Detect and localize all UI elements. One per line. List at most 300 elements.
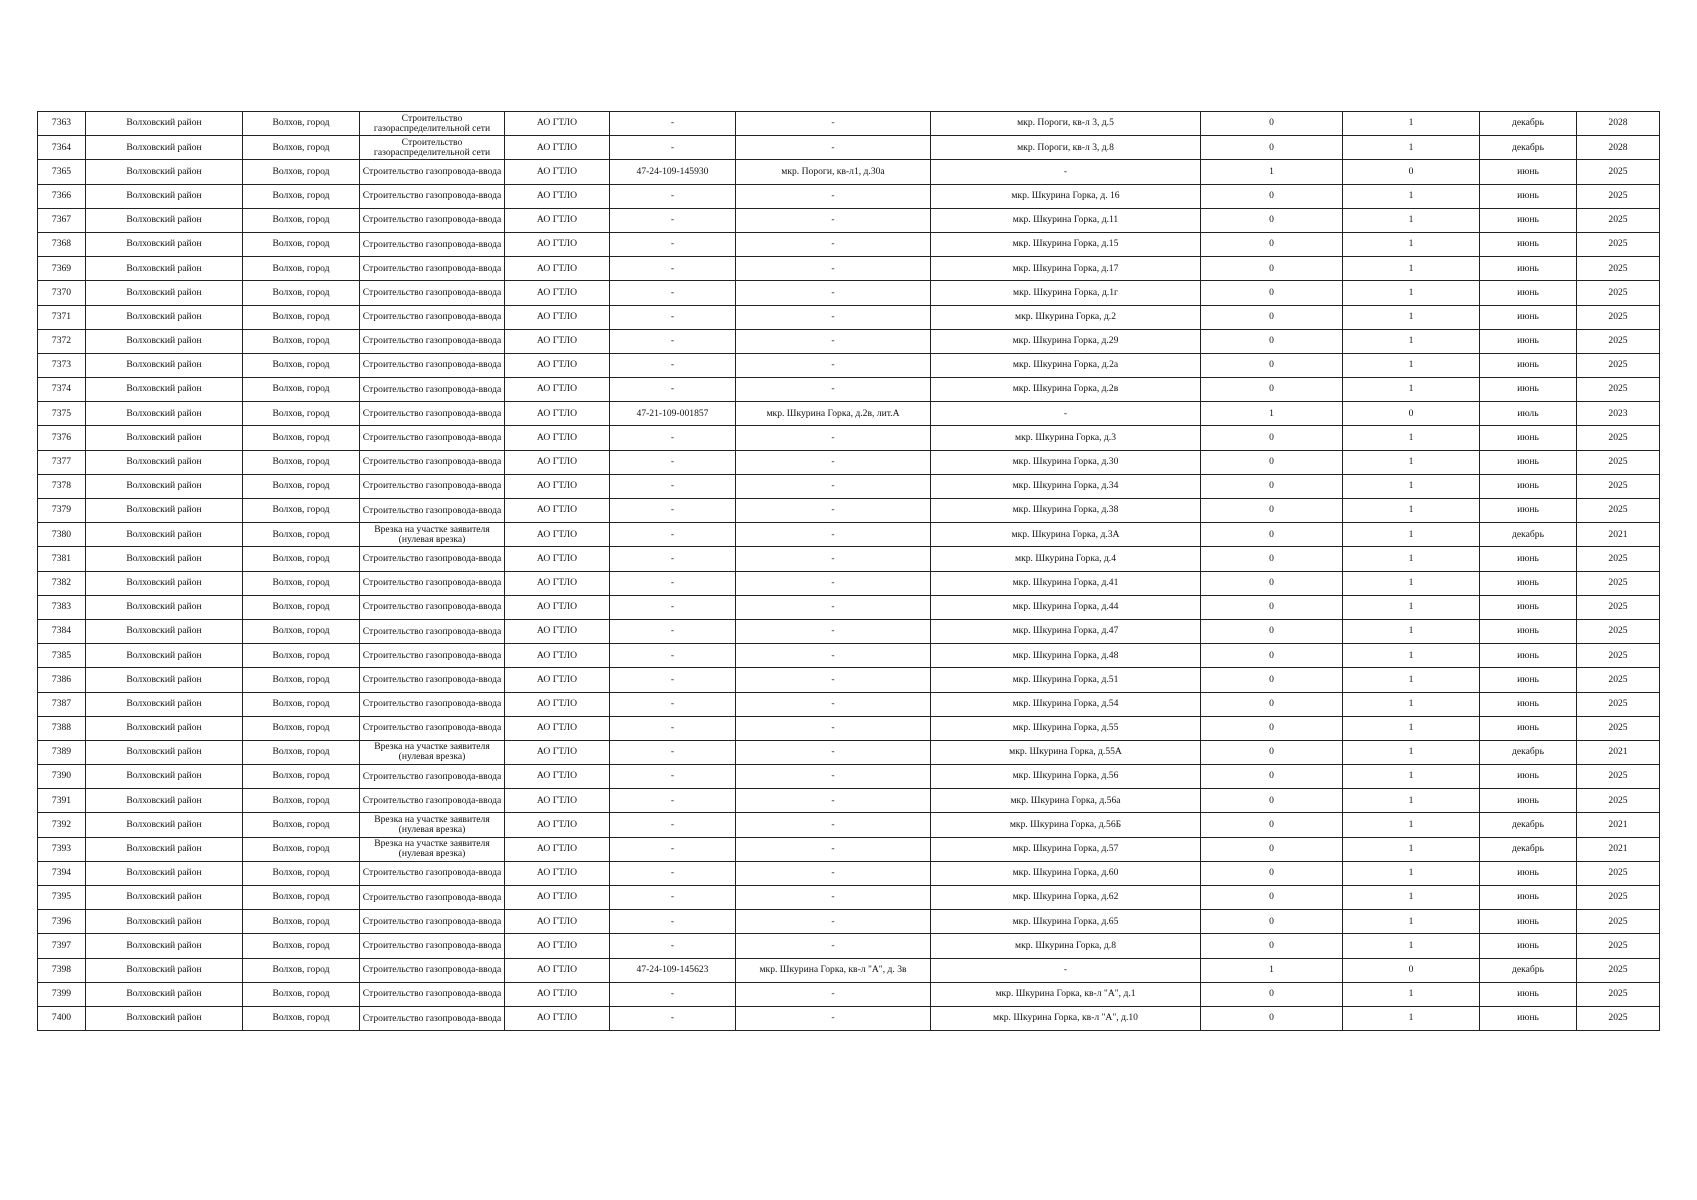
- year-cell: 2021: [1577, 523, 1660, 547]
- organization-cell: АО ГТЛО: [505, 934, 610, 958]
- organization-cell: АО ГТЛО: [505, 716, 610, 740]
- settlement-cell: Волхов, город: [243, 910, 360, 934]
- row-number-cell: 7374: [38, 378, 86, 402]
- address-cell: мкр. Шкурина Горка, д.48: [931, 644, 1201, 668]
- count-b-cell: 1: [1343, 112, 1480, 136]
- work-type-cell: Строительство газопровода-ввода: [360, 257, 505, 281]
- organization-cell: АО ГТЛО: [505, 160, 610, 184]
- count-b-cell: 1: [1343, 547, 1480, 571]
- month-cell: июнь: [1480, 232, 1577, 256]
- cadastral-number-cell: 47-24-109-145930: [610, 160, 736, 184]
- year-cell: 2025: [1577, 184, 1660, 208]
- address-cell: мкр. Шкурина Горка, д.55: [931, 716, 1201, 740]
- work-type-cell: Строительство газопровода-ввода: [360, 450, 505, 474]
- organization-cell: АО ГТЛО: [505, 136, 610, 160]
- organization-cell: АО ГТЛО: [505, 837, 610, 861]
- table-row: [38, 668, 1660, 692]
- count-a-cell: 0: [1201, 208, 1343, 232]
- count-b-cell: 1: [1343, 232, 1480, 256]
- district-cell: Волховский район: [86, 257, 243, 281]
- table-row: [38, 910, 1660, 934]
- row-number-cell: 7384: [38, 619, 86, 643]
- settlement-cell: Волхов, город: [243, 499, 360, 523]
- district-cell: Волховский район: [86, 668, 243, 692]
- settlement-cell: Волхов, город: [243, 595, 360, 619]
- work-type-cell: Строительство газопровода-ввода: [360, 160, 505, 184]
- month-cell: июнь: [1480, 1006, 1577, 1030]
- work-type-cell: Строительство газопровода-ввода: [360, 353, 505, 377]
- count-b-cell: 1: [1343, 595, 1480, 619]
- count-a-cell: 0: [1201, 378, 1343, 402]
- address-cell: мкр. Шкурина Горка, д.41: [931, 571, 1201, 595]
- address-cell: -: [931, 402, 1201, 426]
- count-b-cell: 1: [1343, 499, 1480, 523]
- table-row: [38, 402, 1660, 426]
- organization-cell: АО ГТЛО: [505, 208, 610, 232]
- table-row: [38, 740, 1660, 764]
- settlement-cell: Волхов, город: [243, 523, 360, 547]
- year-cell: 2021: [1577, 837, 1660, 861]
- table-row: [38, 184, 1660, 208]
- object-address-cell: -: [736, 910, 931, 934]
- work-type-cell: Врезка на участке заявителя (нулевая врезка): [360, 837, 505, 861]
- object-address-cell: -: [736, 571, 931, 595]
- settlement-cell: Волхов, город: [243, 765, 360, 789]
- count-b-cell: 1: [1343, 668, 1480, 692]
- table-row: [38, 571, 1660, 595]
- count-a-cell: 0: [1201, 112, 1343, 136]
- count-a-cell: 0: [1201, 353, 1343, 377]
- month-cell: июнь: [1480, 934, 1577, 958]
- district-cell: Волховский район: [86, 281, 243, 305]
- work-type-cell: Строительство газопровода-ввода: [360, 668, 505, 692]
- row-number-cell: 7386: [38, 668, 86, 692]
- cadastral-number-cell: -: [610, 474, 736, 498]
- month-cell: июнь: [1480, 910, 1577, 934]
- district-cell: Волховский район: [86, 958, 243, 982]
- settlement-cell: Волхов, город: [243, 692, 360, 716]
- settlement-cell: Волхов, город: [243, 426, 360, 450]
- organization-cell: АО ГТЛО: [505, 426, 610, 450]
- work-type-cell: Строительство газопровода-ввода: [360, 716, 505, 740]
- district-cell: Волховский район: [86, 184, 243, 208]
- cadastral-number-cell: -: [610, 281, 736, 305]
- settlement-cell: Волхов, город: [243, 208, 360, 232]
- object-address-cell: -: [736, 474, 931, 498]
- address-cell: мкр. Шкурина Горка, д.51: [931, 668, 1201, 692]
- district-cell: Волховский район: [86, 547, 243, 571]
- table-row: [38, 934, 1660, 958]
- count-a-cell: 0: [1201, 474, 1343, 498]
- table-row: [38, 644, 1660, 668]
- count-a-cell: 0: [1201, 281, 1343, 305]
- row-number-cell: 7371: [38, 305, 86, 329]
- month-cell: июль: [1480, 402, 1577, 426]
- object-address-cell: -: [736, 886, 931, 910]
- object-address-cell: -: [736, 208, 931, 232]
- organization-cell: АО ГТЛО: [505, 619, 610, 643]
- address-cell: мкр. Шкурина Горка, кв-л "А", д.1: [931, 982, 1201, 1006]
- organization-cell: АО ГТЛО: [505, 353, 610, 377]
- row-number-cell: 7378: [38, 474, 86, 498]
- row-number-cell: 7363: [38, 112, 86, 136]
- cadastral-number-cell: -: [610, 934, 736, 958]
- count-a-cell: 0: [1201, 716, 1343, 740]
- address-cell: мкр. Шкурина Горка, д.15: [931, 232, 1201, 256]
- year-cell: 2025: [1577, 692, 1660, 716]
- address-cell: мкр. Шкурина Горка, д.3А: [931, 523, 1201, 547]
- cadastral-number-cell: -: [610, 353, 736, 377]
- count-a-cell: 1: [1201, 958, 1343, 982]
- object-address-cell: -: [736, 426, 931, 450]
- organization-cell: АО ГТЛО: [505, 813, 610, 837]
- count-a-cell: 1: [1201, 402, 1343, 426]
- row-number-cell: 7376: [38, 426, 86, 450]
- row-number-cell: 7377: [38, 450, 86, 474]
- month-cell: июнь: [1480, 426, 1577, 450]
- year-cell: 2025: [1577, 499, 1660, 523]
- settlement-cell: Волхов, город: [243, 232, 360, 256]
- work-type-cell: Строительство газопровода-ввода: [360, 982, 505, 1006]
- district-cell: Волховский район: [86, 837, 243, 861]
- address-cell: мкр. Шкурина Горка, д.38: [931, 499, 1201, 523]
- address-cell: мкр. Шкурина Горка, д.60: [931, 861, 1201, 885]
- cadastral-number-cell: -: [610, 112, 736, 136]
- count-b-cell: 1: [1343, 257, 1480, 281]
- settlement-cell: Волхов, город: [243, 547, 360, 571]
- district-cell: Волховский район: [86, 813, 243, 837]
- organization-cell: АО ГТЛО: [505, 595, 610, 619]
- organization-cell: АО ГТЛО: [505, 789, 610, 813]
- row-number-cell: 7381: [38, 547, 86, 571]
- year-cell: 2025: [1577, 765, 1660, 789]
- year-cell: 2025: [1577, 281, 1660, 305]
- address-cell: мкр. Шкурина Горка, д.29: [931, 329, 1201, 353]
- cadastral-number-cell: -: [610, 861, 736, 885]
- count-a-cell: 0: [1201, 499, 1343, 523]
- month-cell: декабрь: [1480, 112, 1577, 136]
- settlement-cell: Волхов, город: [243, 160, 360, 184]
- work-type-cell: Строительство газопровода-ввода: [360, 184, 505, 208]
- count-b-cell: 1: [1343, 281, 1480, 305]
- year-cell: 2025: [1577, 861, 1660, 885]
- year-cell: 2025: [1577, 305, 1660, 329]
- month-cell: июнь: [1480, 571, 1577, 595]
- table-row: [38, 305, 1660, 329]
- object-address-cell: -: [736, 378, 931, 402]
- count-b-cell: 1: [1343, 789, 1480, 813]
- year-cell: 2025: [1577, 886, 1660, 910]
- cadastral-number-cell: -: [610, 232, 736, 256]
- count-a-cell: 0: [1201, 450, 1343, 474]
- address-cell: мкр. Шкурина Горка, д.2а: [931, 353, 1201, 377]
- table-row: [38, 523, 1660, 547]
- row-number-cell: 7397: [38, 934, 86, 958]
- month-cell: июнь: [1480, 329, 1577, 353]
- object-address-cell: -: [736, 716, 931, 740]
- organization-cell: АО ГТЛО: [505, 1006, 610, 1030]
- address-cell: мкр. Шкурина Горка, д.56а: [931, 789, 1201, 813]
- organization-cell: АО ГТЛО: [505, 861, 610, 885]
- count-b-cell: 1: [1343, 426, 1480, 450]
- count-b-cell: 1: [1343, 910, 1480, 934]
- district-cell: Волховский район: [86, 571, 243, 595]
- cadastral-number-cell: -: [610, 305, 736, 329]
- cadastral-number-cell: -: [610, 595, 736, 619]
- organization-cell: АО ГТЛО: [505, 644, 610, 668]
- year-cell: 2025: [1577, 232, 1660, 256]
- year-cell: 2025: [1577, 910, 1660, 934]
- count-a-cell: 0: [1201, 595, 1343, 619]
- cadastral-number-cell: -: [610, 886, 736, 910]
- work-type-cell: Строительство газопровода-ввода: [360, 886, 505, 910]
- cadastral-number-cell: -: [610, 450, 736, 474]
- cadastral-number-cell: -: [610, 716, 736, 740]
- count-a-cell: 0: [1201, 886, 1343, 910]
- object-address-cell: -: [736, 595, 931, 619]
- object-address-cell: мкр. Шкурина Горка, д.2в, лит.А: [736, 402, 931, 426]
- row-number-cell: 7388: [38, 716, 86, 740]
- object-address-cell: -: [736, 668, 931, 692]
- organization-cell: АО ГТЛО: [505, 886, 610, 910]
- month-cell: июнь: [1480, 281, 1577, 305]
- row-number-cell: 7396: [38, 910, 86, 934]
- row-number-cell: 7379: [38, 499, 86, 523]
- count-a-cell: 0: [1201, 644, 1343, 668]
- month-cell: июнь: [1480, 595, 1577, 619]
- cadastral-number-cell: -: [610, 329, 736, 353]
- cadastral-number-cell: 47-21-109-001857: [610, 402, 736, 426]
- count-b-cell: 0: [1343, 958, 1480, 982]
- month-cell: декабрь: [1480, 740, 1577, 764]
- table-row: [38, 861, 1660, 885]
- year-cell: 2025: [1577, 474, 1660, 498]
- count-b-cell: 1: [1343, 813, 1480, 837]
- organization-cell: АО ГТЛО: [505, 112, 610, 136]
- object-address-cell: -: [736, 934, 931, 958]
- table-row: [38, 281, 1660, 305]
- month-cell: декабрь: [1480, 523, 1577, 547]
- row-number-cell: 7392: [38, 813, 86, 837]
- year-cell: 2025: [1577, 982, 1660, 1006]
- address-cell: -: [931, 160, 1201, 184]
- work-type-cell: Строительство газопровода-ввода: [360, 329, 505, 353]
- month-cell: июнь: [1480, 716, 1577, 740]
- work-type-cell: Строительство газопровода-ввода: [360, 789, 505, 813]
- work-type-cell: Строительство газопровода-ввода: [360, 426, 505, 450]
- year-cell: 2025: [1577, 378, 1660, 402]
- work-type-cell: Строительство газопровода-ввода: [360, 1006, 505, 1030]
- month-cell: июнь: [1480, 378, 1577, 402]
- cadastral-number-cell: -: [610, 378, 736, 402]
- table-row: [38, 692, 1660, 716]
- district-cell: Волховский район: [86, 619, 243, 643]
- district-cell: Волховский район: [86, 595, 243, 619]
- table-row: [38, 499, 1660, 523]
- year-cell: 2025: [1577, 426, 1660, 450]
- count-b-cell: 1: [1343, 644, 1480, 668]
- count-b-cell: 1: [1343, 474, 1480, 498]
- district-cell: Волховский район: [86, 378, 243, 402]
- district-cell: Волховский район: [86, 136, 243, 160]
- table-row: [38, 426, 1660, 450]
- table-row: [38, 136, 1660, 160]
- cadastral-number-cell: -: [610, 547, 736, 571]
- district-cell: Волховский район: [86, 499, 243, 523]
- cadastral-number-cell: -: [610, 765, 736, 789]
- address-cell: мкр. Шкурина Горка, д. 16: [931, 184, 1201, 208]
- district-cell: Волховский район: [86, 910, 243, 934]
- district-cell: Волховский район: [86, 982, 243, 1006]
- address-cell: мкр. Шкурина Горка, д.65: [931, 910, 1201, 934]
- month-cell: июнь: [1480, 450, 1577, 474]
- row-number-cell: 7367: [38, 208, 86, 232]
- organization-cell: АО ГТЛО: [505, 523, 610, 547]
- month-cell: июнь: [1480, 353, 1577, 377]
- organization-cell: АО ГТЛО: [505, 499, 610, 523]
- district-cell: Волховский район: [86, 232, 243, 256]
- district-cell: Волховский район: [86, 740, 243, 764]
- row-number-cell: 7364: [38, 136, 86, 160]
- cadastral-number-cell: -: [610, 982, 736, 1006]
- organization-cell: АО ГТЛО: [505, 982, 610, 1006]
- object-address-cell: -: [736, 257, 931, 281]
- object-address-cell: -: [736, 619, 931, 643]
- count-b-cell: 1: [1343, 692, 1480, 716]
- month-cell: июнь: [1480, 547, 1577, 571]
- settlement-cell: Волхов, город: [243, 789, 360, 813]
- object-address-cell: -: [736, 765, 931, 789]
- row-number-cell: 7400: [38, 1006, 86, 1030]
- table-row: [38, 329, 1660, 353]
- object-address-cell: -: [736, 281, 931, 305]
- month-cell: июнь: [1480, 305, 1577, 329]
- work-type-cell: Строительство газопровода-ввода: [360, 499, 505, 523]
- month-cell: декабрь: [1480, 958, 1577, 982]
- table-row: [38, 112, 1660, 136]
- district-cell: Волховский район: [86, 450, 243, 474]
- row-number-cell: 7373: [38, 353, 86, 377]
- table-row: [38, 547, 1660, 571]
- count-a-cell: 0: [1201, 426, 1343, 450]
- cadastral-number-cell: 47-24-109-145623: [610, 958, 736, 982]
- settlement-cell: Волхов, город: [243, 136, 360, 160]
- organization-cell: АО ГТЛО: [505, 958, 610, 982]
- address-cell: мкр. Шкурина Горка, д.3: [931, 426, 1201, 450]
- work-type-cell: Строительство газопровода-ввода: [360, 402, 505, 426]
- organization-cell: АО ГТЛО: [505, 281, 610, 305]
- year-cell: 2028: [1577, 112, 1660, 136]
- year-cell: 2025: [1577, 644, 1660, 668]
- count-b-cell: 1: [1343, 837, 1480, 861]
- object-address-cell: -: [736, 547, 931, 571]
- address-cell: мкр. Шкурина Горка, д.44: [931, 595, 1201, 619]
- row-number-cell: 7383: [38, 595, 86, 619]
- month-cell: июнь: [1480, 765, 1577, 789]
- settlement-cell: Волхов, город: [243, 378, 360, 402]
- organization-cell: АО ГТЛО: [505, 571, 610, 595]
- table-row: [38, 765, 1660, 789]
- object-address-cell: -: [736, 450, 931, 474]
- count-a-cell: 0: [1201, 910, 1343, 934]
- row-number-cell: 7370: [38, 281, 86, 305]
- count-b-cell: 1: [1343, 136, 1480, 160]
- district-cell: Волховский район: [86, 644, 243, 668]
- settlement-cell: Волхов, город: [243, 982, 360, 1006]
- work-type-cell: Строительство газопровода-ввода: [360, 765, 505, 789]
- settlement-cell: Волхов, город: [243, 644, 360, 668]
- object-address-cell: мкр. Пороги, кв-л1, д.30а: [736, 160, 931, 184]
- organization-cell: АО ГТЛО: [505, 184, 610, 208]
- settlement-cell: Волхов, город: [243, 1006, 360, 1030]
- district-cell: Волховский район: [86, 305, 243, 329]
- work-type-cell: Строительство газораспределительной сети: [360, 136, 505, 160]
- row-number-cell: 7380: [38, 523, 86, 547]
- address-cell: мкр. Шкурина Горка, д.57: [931, 837, 1201, 861]
- district-cell: Волховский район: [86, 426, 243, 450]
- year-cell: 2025: [1577, 789, 1660, 813]
- object-address-cell: -: [736, 837, 931, 861]
- settlement-cell: Волхов, город: [243, 668, 360, 692]
- table-row: [38, 160, 1660, 184]
- count-a-cell: 0: [1201, 523, 1343, 547]
- settlement-cell: Волхов, город: [243, 886, 360, 910]
- settlement-cell: Волхов, город: [243, 474, 360, 498]
- table-row: [38, 353, 1660, 377]
- count-a-cell: 0: [1201, 232, 1343, 256]
- settlement-cell: Волхов, город: [243, 958, 360, 982]
- work-type-cell: Строительство газопровода-ввода: [360, 281, 505, 305]
- month-cell: июнь: [1480, 644, 1577, 668]
- table-row: [38, 958, 1660, 982]
- address-cell: мкр. Шкурина Горка, д.34: [931, 474, 1201, 498]
- cadastral-number-cell: -: [610, 813, 736, 837]
- row-number-cell: 7365: [38, 160, 86, 184]
- object-address-cell: -: [736, 305, 931, 329]
- table-body: [38, 112, 1660, 1031]
- cadastral-number-cell: -: [610, 426, 736, 450]
- month-cell: июнь: [1480, 160, 1577, 184]
- table-row: [38, 232, 1660, 256]
- address-cell: мкр. Шкурина Горка, д.11: [931, 208, 1201, 232]
- work-type-cell: Строительство газопровода-ввода: [360, 644, 505, 668]
- settlement-cell: Волхов, город: [243, 112, 360, 136]
- cadastral-number-cell: -: [610, 740, 736, 764]
- address-cell: мкр. Шкурина Горка, д.62: [931, 886, 1201, 910]
- settlement-cell: Волхов, город: [243, 837, 360, 861]
- address-cell: мкр. Шкурина Горка, д.56: [931, 765, 1201, 789]
- object-address-cell: -: [736, 136, 931, 160]
- row-number-cell: 7372: [38, 329, 86, 353]
- count-a-cell: 0: [1201, 136, 1343, 160]
- district-cell: Волховский район: [86, 402, 243, 426]
- district-cell: Волховский район: [86, 208, 243, 232]
- row-number-cell: 7368: [38, 232, 86, 256]
- district-cell: Волховский район: [86, 934, 243, 958]
- cadastral-number-cell: -: [610, 619, 736, 643]
- address-cell: мкр. Шкурина Горка, д.56Б: [931, 813, 1201, 837]
- cadastral-number-cell: -: [610, 837, 736, 861]
- count-b-cell: 1: [1343, 184, 1480, 208]
- district-cell: Волховский район: [86, 886, 243, 910]
- object-address-cell: -: [736, 184, 931, 208]
- year-cell: 2025: [1577, 353, 1660, 377]
- count-a-cell: 0: [1201, 692, 1343, 716]
- address-cell: мкр. Шкурина Горка, д.17: [931, 257, 1201, 281]
- organization-cell: АО ГТЛО: [505, 740, 610, 764]
- table-row: [38, 716, 1660, 740]
- month-cell: декабрь: [1480, 136, 1577, 160]
